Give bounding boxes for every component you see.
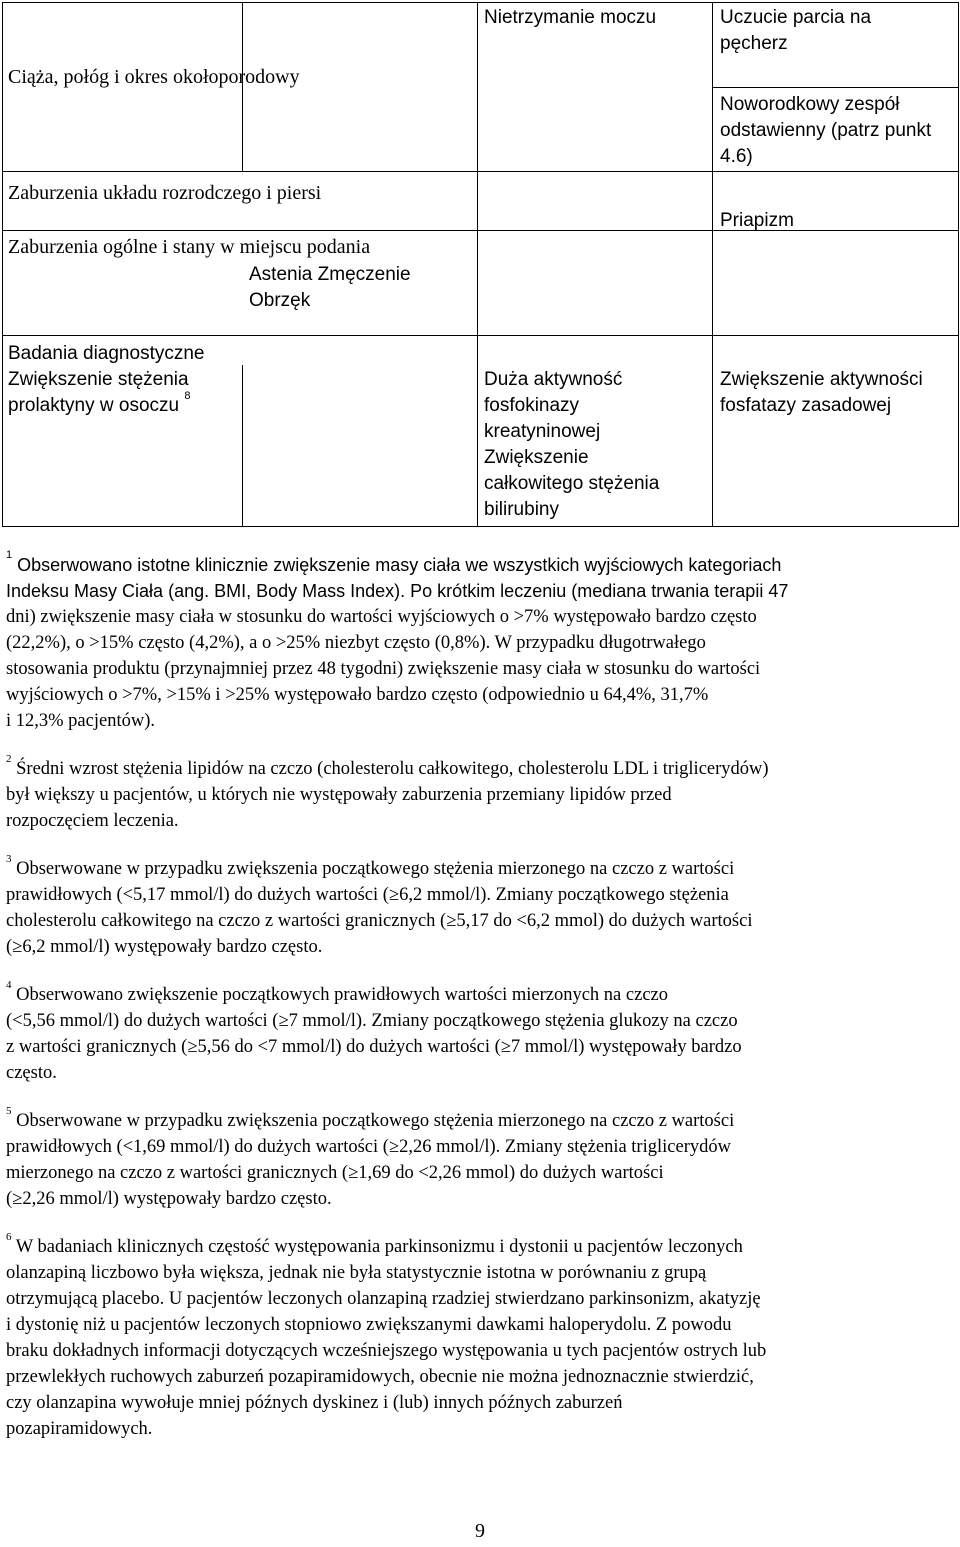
row-divider-r1 [712, 87, 958, 88]
cell-priapism: Priapizm [720, 210, 794, 231]
cell-urgency-line1: Uczucie parcia na [720, 7, 872, 28]
col-divider-3 [712, 2, 713, 527]
footnote-number: 6 [6, 1231, 12, 1243]
footnote-number: 3 [6, 853, 12, 865]
table-top-border [2, 2, 958, 3]
category-reproductive: Zaburzenia układu rozrodczego i piersi [8, 182, 322, 204]
footnote-3: $^3$ Obserwowane w przypadku zwiększenia początkowego stężenia mierzonego na czczo z wartości prawidłowych (<5,17 mmol/l) do dużych wartości (≥6,2 mmol/l). Zmiany początkowego stężenia cholesterolu całkowitego na czczo z wartości granicznych (≥5,17 do <6,2 mmol) do dużych wartości (≥6,2 mmol/l) występowały bardzo często. [6, 853, 753, 957]
row-divider-r2 [2, 171, 958, 172]
cell-urgency-line2: pęcherz [720, 33, 788, 54]
table-bottom-border [2, 526, 958, 527]
col-divider-1b [242, 365, 243, 527]
footnote-number: 1 [6, 549, 13, 561]
footnote-number: 5 [6, 1105, 12, 1117]
row-divider-r4 [2, 335, 958, 336]
footnote-4: $^4$ Obserwowano zwiększenie początkowych prawidłowych wartości mierzonych na czczo (<5,56 mmol/l) do dużych wartości (≥7 mmol/l). Zmiany początkowego stężenia glukozy na czczo z wartości granicznych (≥5,56 do <7 mmol/l) do dużych wartości (≥7 mmol/l) występowały bardzo często. [6, 979, 742, 1083]
footnote-number: 2 [6, 753, 12, 765]
footnote-1: $^1$ Obserwowano istotne klinicznie zwiększenie masy ciała we wszystkich wyjściowych kategoriach Indeksu Masy Ciała (ang. BMI, Body Mass Index). Po krótkim leczeniu (mediana trwania terapii 47 dni) zwiększenie masy ciała w stosunku do wartości wyjściowych o >7% występowało bardzo często (22,2%), o >15% często (4,2%), a o >25% niezbyt często (0,8%). W przypadku długotrwałego stosowania produktu (przynajmniej przez 48 tygodni) zwiększenie masy ciała w stosunku do wartości wyjściowych o >7%, >15% i >25% występowało bardzo często (odpowiednio u 64,4%, 31,7% i 12,3% pacjentów). [6, 549, 789, 731]
cell-bilirubin-line2: całkowitego stężenia [484, 473, 660, 494]
cell-prolactin-line2: prolaktyny w osoczu $^8$ [8, 390, 191, 416]
cell-urinary-incontinence: Nietrzymanie moczu [484, 7, 657, 28]
category-pregnancy: Ciąża, połóg i okres okołoporodowy [8, 66, 300, 88]
cell-cpk-line2: fosfokinazy [484, 395, 580, 416]
cell-prolactin-line1: Zwiększenie stężenia [8, 369, 189, 390]
table-right-border [958, 2, 959, 527]
cell-oedema: Obrzęk [249, 290, 311, 311]
footnote-2: $^2$ Średni wzrost stężenia lipidów na czczo (cholesterolu całkowitego, cholesterolu LDL i triglicerydów) był większy u pacjentów, u których nie występowały zaburzenia przemiany lipidów przed rozpoczęciem leczenia. [6, 753, 769, 831]
footnote-ref-8: 8 [184, 390, 191, 402]
page-number: 9 [475, 1520, 485, 1542]
footnote-number: 4 [6, 979, 12, 991]
row-divider-r3 [2, 230, 958, 231]
cell-bilirubin-line3: bilirubiny [484, 499, 559, 520]
category-general-disorders: Zaburzenia ogólne i stany w miejscu podania [8, 236, 371, 258]
cell-bilirubin-line1: Zwiększenie [484, 447, 589, 468]
cell-cpk-line3: kreatyninowej [484, 421, 601, 442]
cell-asthenia-fatigue: Astenia Zmęczenie [249, 264, 411, 285]
footnote-6: $^6$ W badaniach klinicznych częstość występowania parkinsonizmu i dystonii u pacjentów leczonych olanzapiną liczbowo była większa, jednak nie była statystycznie istotna w porównaniu z grupą otrzymującą placebo. U pacjentów leczonych olanzapiną rzadziej stwierdzano parkinsonizm, akatyzję i dystonię niż u pacjentów leczonych stopniowo zwiększanymi dawkami haloperydolu. Z powodu braku dokładnych informacji dotyczących wcześniejszego występowania u tych pacjentów ostrych lub przewlekłych ruchowych zaburzeń pozapiramidowych, obecnie nie można jednoznacznie stwierdzić, czy olanzapina wywołuje mniej późnych dyskinez i (lub) innych późnych zaburzeń pozapiramidowych. [6, 1231, 767, 1439]
cell-alp-line1: Zwiększenie aktywności [720, 369, 923, 390]
col-divider-2 [477, 2, 478, 527]
category-investigations: Badania diagnostyczne [8, 343, 205, 364]
cell-alp-line2: fosfatazy zasadowej [720, 395, 892, 416]
cell-neonatal-line2: odstawienny (patrz punkt [720, 120, 932, 141]
cell-cpk-line1: Duża aktywność [484, 369, 623, 390]
cell-neonatal-line3: 4.6) [720, 146, 753, 167]
table-left-border [2, 2, 3, 527]
footnote-5: $^5$ Obserwowane w przypadku zwiększenia początkowego stężenia mierzonego na czczo z wartości prawidłowych (<1,69 mmol/l) do dużych wartości (≥2,26 mmol/l). Zmiany stężenia triglicerydów mierzonego na czczo z wartości granicznych (≥1,69 do <2,26 mmol) do dużych wartości (≥2,26 mmol/l) występowały bardzo często. [6, 1105, 735, 1209]
cell-neonatal-line1: Noworodkowy zespół [720, 94, 900, 115]
footnotes [6, 549, 954, 1464]
